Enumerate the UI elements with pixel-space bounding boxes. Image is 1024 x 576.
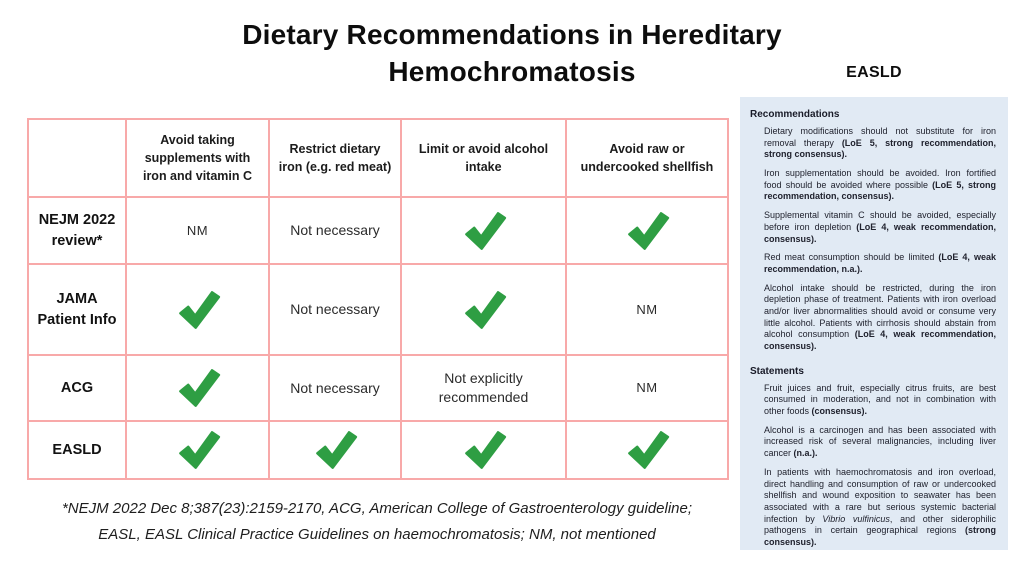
- table-row: [28, 355, 728, 421]
- table-body: [28, 197, 728, 479]
- row-label: JAMA Patient Info: [28, 264, 126, 355]
- table-cell: Not explicitly recommended: [401, 355, 566, 421]
- panel-section: [750, 365, 998, 549]
- row-label: EASLD: [28, 421, 126, 479]
- check-icon: [174, 289, 222, 331]
- page-title-line2: Hemochromatosis: [388, 56, 636, 87]
- check-icon: [623, 210, 671, 252]
- panel-paragraph: [764, 467, 998, 549]
- table-header: [28, 119, 728, 197]
- bold-text: (strong consensus).: [764, 525, 996, 547]
- panel-paragraph: [764, 210, 998, 245]
- table-cell: NM: [126, 197, 269, 264]
- bold-text: (n.a.).: [793, 448, 818, 459]
- table-cell: [566, 421, 728, 479]
- table-cell: [401, 421, 566, 479]
- summary-table: [27, 118, 729, 480]
- table-cell: Not necessary: [269, 264, 401, 355]
- panel-section-heading: Statements: [750, 365, 804, 377]
- check-icon: [623, 429, 671, 471]
- panel-section: [750, 108, 998, 353]
- footnote: [27, 496, 727, 549]
- table-row: [28, 197, 728, 264]
- panel-paragraph: [764, 126, 998, 161]
- panel-paragraph: [764, 283, 998, 353]
- panel-paragraph: [764, 168, 998, 203]
- panel-section-heading: Recommendations: [750, 109, 840, 120]
- italic-text: Vibrio vulfinicus: [822, 513, 890, 524]
- plain-text: Iron supplementation should be avoided. Iron fortified food should be avoided where possible: [764, 168, 996, 190]
- page-title-line1: Dietary Recommendations in Hereditary: [242, 19, 782, 50]
- table-cell: Not necessary: [269, 355, 401, 421]
- panel-title: EASLD: [846, 64, 902, 81]
- table-cell: Not necessary: [269, 197, 401, 264]
- easld-guideline-panel: [740, 97, 1008, 550]
- check-icon: [460, 289, 508, 331]
- plain-text: Alcohol is a carcinogen and has been associated with increased risk of several malignancies, including liver cancer: [764, 424, 996, 459]
- row-label: NEJM 2022 review*: [28, 197, 126, 264]
- table-cell: [401, 264, 566, 355]
- check-icon: [460, 429, 508, 471]
- plain-text: In patients with haemochromatosis and iron overload, direct handling and consumption of raw or undercooked shellfish and wound exposition to seawater has been associated with a rare but serious systemic bacterial infection by: [764, 466, 996, 524]
- plain-text: Alcohol intake should be restricted, during the iron depletion phase of treatment. Patients with iron overload and/or liver abnormalities should avoid or consume very little alcohol. Patients with cirrhosis should abstain from alcohol consumption: [764, 282, 996, 340]
- panel-paragraph: [764, 383, 998, 418]
- column-header: Avoid taking supplements with iron and vitamin C: [126, 119, 269, 197]
- bold-text: (consensus).: [811, 406, 868, 417]
- row-label: ACG: [28, 355, 126, 421]
- bold-text: (LoE 4, weak recommendation, consensus).: [764, 329, 996, 351]
- plain-text: Red meat consumption should be limited: [764, 252, 939, 263]
- check-icon: [174, 367, 222, 409]
- table-cell: NM: [566, 355, 728, 421]
- table-cell: [566, 197, 728, 264]
- bold-text: (LoE 4, weak recommendation, n.a.).: [764, 252, 996, 274]
- footnote-line2: EASL, EASL Clinical Practice Guidelines on haemochromatosis; NM, not mentioned: [98, 526, 656, 544]
- bold-text: (LoE 5, strong recommendation, consensus).: [764, 179, 996, 202]
- table-row: [28, 264, 728, 355]
- bold-text: (LoE 5, strong recommendation, strong consensus).: [764, 137, 996, 160]
- table-cell: [269, 421, 401, 479]
- panel-paragraph: [764, 252, 998, 275]
- panel-paragraph: [764, 425, 998, 460]
- footnote-line1: *NEJM 2022 Dec 8;387(23):2159-2170, ACG, American College of Gastroenterology guideline;: [61, 500, 693, 517]
- column-header: Limit or avoid alcohol intake: [401, 119, 566, 197]
- table-cell: [126, 264, 269, 355]
- plain-text: , and other siderophilic pathogens in certain geographical regions: [764, 513, 996, 536]
- check-icon: [460, 210, 508, 252]
- plain-text: Supplemental vitamin C should be avoided, especially before iron depletion: [764, 210, 996, 232]
- table-cell: [126, 355, 269, 421]
- bold-text: (LoE 4, weak recommendation, consensus).: [764, 221, 996, 244]
- plain-text: Dietary modifications should not substitute for iron removal therapy: [764, 126, 996, 148]
- table-cell: [126, 421, 269, 479]
- plain-text: Fruit juices and fruit, especially citrus fruits, are best consumed in moderation, and not in combination with other foods: [764, 382, 996, 417]
- table-cell: NM: [566, 264, 728, 355]
- column-header: Restrict dietary iron (e.g. red meat): [269, 119, 401, 197]
- table-cell: [401, 197, 566, 264]
- check-icon: [174, 429, 222, 471]
- table-row: [28, 421, 728, 479]
- check-icon: [311, 429, 359, 471]
- column-header: Avoid raw or undercooked shellfish: [566, 119, 728, 197]
- corner-cell: [28, 119, 126, 197]
